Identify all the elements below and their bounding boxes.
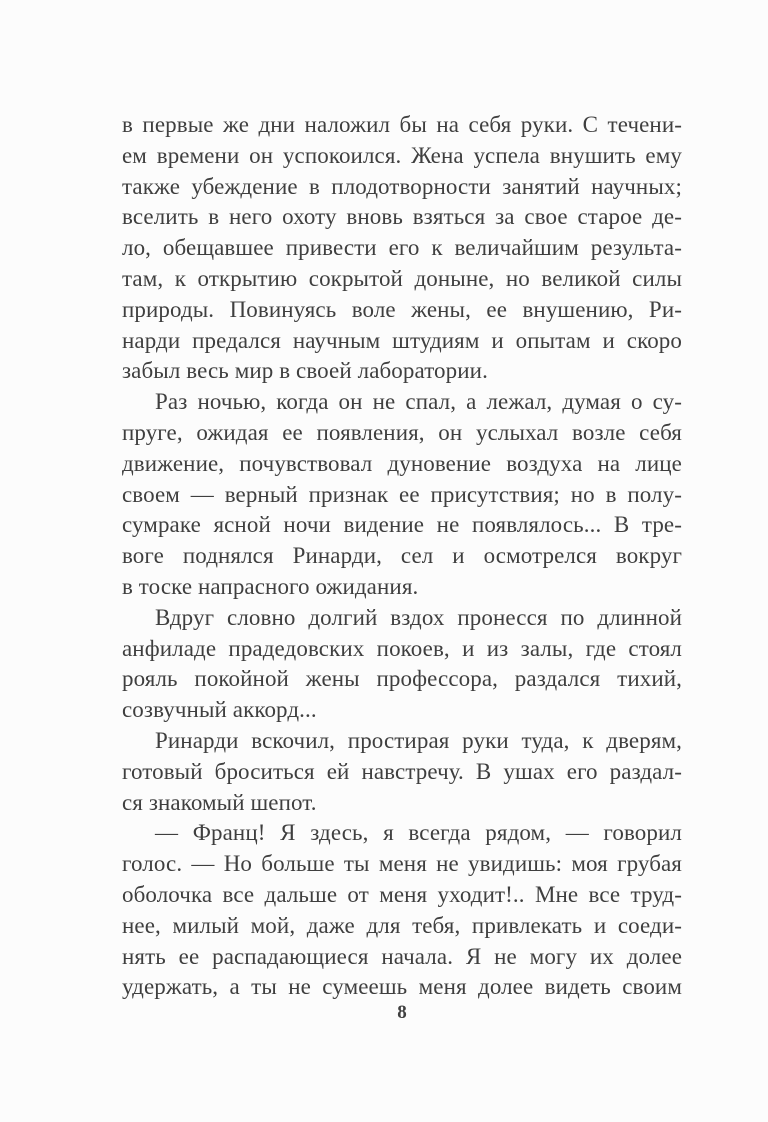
text-line: забыл весь мир в своей лаборатории. xyxy=(122,358,488,384)
text-line: Ринарди вскочил, простирая руки туда, к дверям, xyxy=(155,727,682,753)
text-line: голос. — Но больше ты меня не увидишь: моя грубая xyxy=(122,851,682,877)
text-line: пруге, ожидая ее появления, он услыхал возле себя xyxy=(122,419,682,445)
paragraph xyxy=(122,603,682,726)
text-line: ся знакомый шепот. xyxy=(122,789,317,815)
text-line: Вдруг словно долгий вздох пронесся по длинной xyxy=(155,604,682,630)
paragraph xyxy=(122,726,682,818)
text-line: нарди предался научным штудиям и опытам и скоро xyxy=(122,327,682,353)
text-line: природы. Повинуясь воле жены, ее внушению, Ри- xyxy=(122,296,682,322)
text-line: нять ее распадающиеся начала. Я не могу их долее xyxy=(122,943,682,969)
text-line: в тоске напрасного ожидания. xyxy=(122,573,419,599)
text-line: анфиладе прадедовских покоев, и из залы, где стоял xyxy=(122,635,682,661)
text-line: движение, почувствовал дуновение воздуха на лице xyxy=(122,450,682,476)
text-line: ем времени он успокоился. Жена успела внушить ему xyxy=(122,142,682,168)
text-line: Раз ночью, когда он не спал, а лежал, думая о су- xyxy=(155,389,682,415)
text-line: удержать, а ты не сумеешь меня долее видеть своим xyxy=(122,974,682,1000)
text-line: своем — верный признак ее присутствия; но в полу- xyxy=(122,481,682,507)
text-line: воге поднялся Ринарди, сел и осмотрелся вокруг xyxy=(122,543,682,569)
text-line: созвучный аккорд... xyxy=(122,697,317,723)
text-line: нее, милый мой, даже для тебя, привлекать и соеди- xyxy=(122,912,682,938)
text-line: в первые же дни наложил бы на себя руки. С течени- xyxy=(122,112,682,137)
text-line: там, к открытию сокрытой доныне, но великой силы xyxy=(122,265,682,291)
paragraph xyxy=(122,387,682,603)
paragraph xyxy=(122,818,682,1003)
text-line: также убеждение в плодотворности занятий научных; xyxy=(122,173,682,199)
text-line: готовый броситься ей навстречу. В ушах его раздал- xyxy=(122,758,682,784)
page-text xyxy=(122,110,682,1003)
text-line: ло, обещавшее привести его к величайшим результа- xyxy=(122,235,682,261)
paragraph xyxy=(122,110,682,387)
text-line: оболочка все дальше от меня уходит!.. Мне все труд- xyxy=(122,881,682,907)
text-line: — Франц! Я здесь, я всегда рядом, — говорил xyxy=(155,820,682,846)
text-line: вселить в него охоту вновь взяться за свое старое де- xyxy=(122,204,682,230)
page-number: 8 xyxy=(397,1002,407,1023)
text-line: рояль покойной жены профессора, раздался тихий, xyxy=(122,666,682,692)
text-line: сумраке ясной ночи видение не появлялось... В тре- xyxy=(122,512,682,538)
